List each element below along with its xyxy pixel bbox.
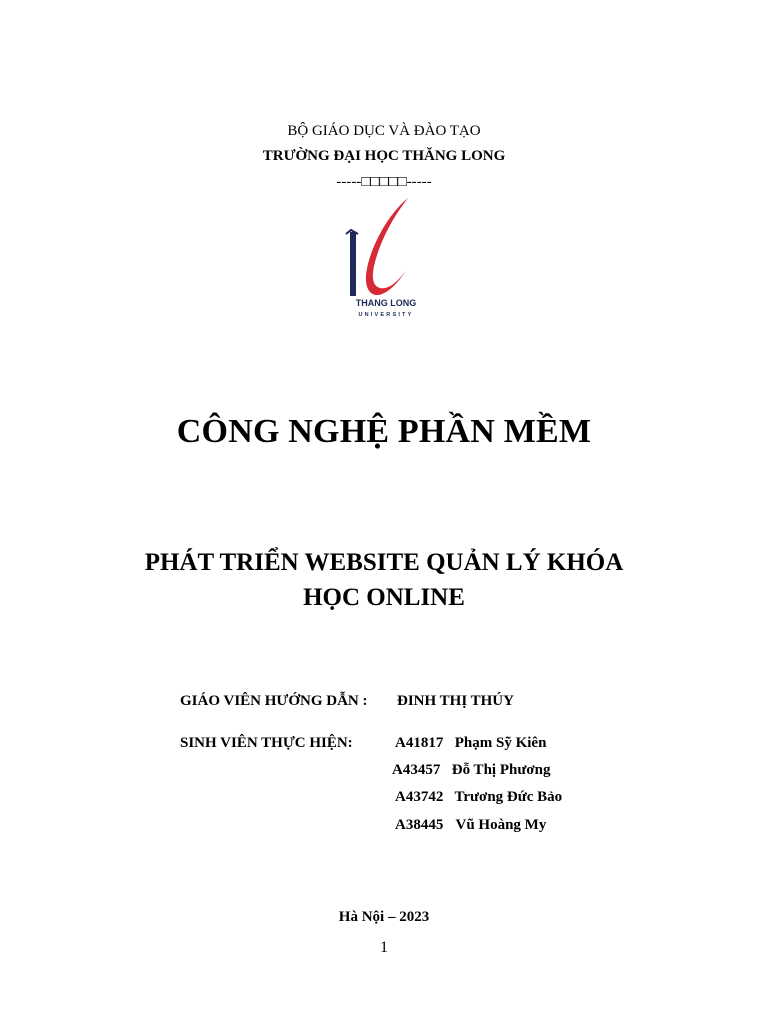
project-title-line1: PHÁT TRIỂN WEBSITE QUẢN LÝ KHÓA <box>144 549 624 576</box>
decorative-divider: -----□□□□□----- <box>336 174 432 190</box>
logo-text-line2: UNIVERSITY <box>358 312 414 318</box>
page-number: 1 <box>380 939 388 956</box>
course-title: CÔNG NGHỆ PHẦN MỀM <box>176 413 592 450</box>
student-name: Phạm Sỹ Kiên <box>454 735 547 751</box>
logo-text-line1: THANG LONG <box>355 298 417 308</box>
student-name: Trương Đức Bảo <box>454 789 563 805</box>
ministry-heading: BỘ GIÁO DỤC VÀ ĐÀO TẠO <box>287 123 481 139</box>
advisor-label: GIÁO VIÊN HƯỚNG DẪN : <box>180 693 368 709</box>
place-date: Hà Nội – 2023 <box>338 909 430 925</box>
student-id: A38445 <box>395 817 444 833</box>
project-title-line2: HỌC ONLINE <box>303 584 465 611</box>
student-row <box>395 789 562 806</box>
thang-long-university-logo <box>336 192 432 320</box>
logo-red-swoosh <box>366 198 408 295</box>
students-label: SINH VIÊN THỰC HIỆN: <box>180 735 353 751</box>
advisor-name: ĐINH THỊ THÚY <box>397 693 514 709</box>
student-name: Đỗ Thị Phương <box>451 762 551 778</box>
project-title <box>84 545 684 615</box>
student-id: A41817 <box>395 735 444 751</box>
school-name: TRƯỜNG ĐẠI HỌC THĂNG LONG <box>262 148 506 164</box>
student-id: A43457 <box>392 762 441 778</box>
logo-navy-bar <box>350 232 356 296</box>
student-row <box>392 762 550 779</box>
student-name: Vũ Hoàng My <box>455 817 547 833</box>
student-id: A43742 <box>395 789 444 805</box>
student-row <box>395 817 546 834</box>
student-row <box>395 735 546 752</box>
